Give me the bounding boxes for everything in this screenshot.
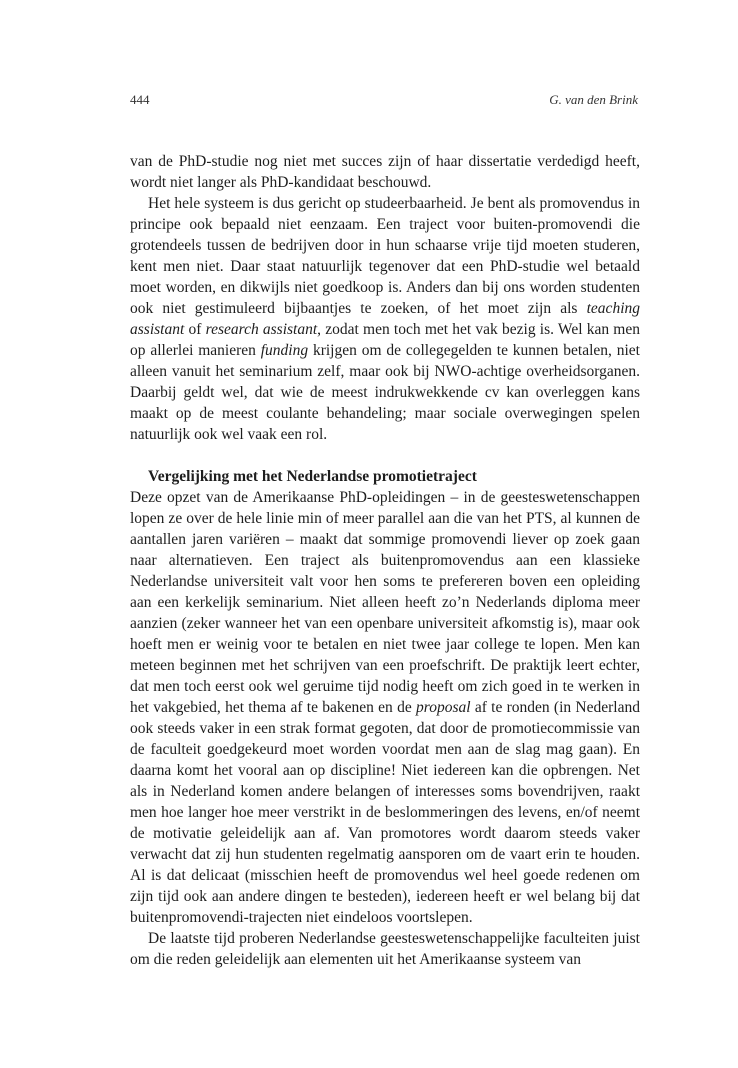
section-heading: Vergelijking met het Nederlandse promotietraject — [148, 468, 477, 485]
running-head-author: G. van den Brink — [549, 92, 638, 107]
paragraph-text: of — [184, 321, 206, 338]
emphasis-teaching-assistant: teaching assistant — [130, 300, 640, 338]
emphasis-research-assistant: research assistant — [205, 321, 318, 338]
paragraph-text: Het hele systeem is dus gericht op studeerbaarheid. Je bent als promovendus in principe ook bepaald niet eenzaam. Een traject voor buiten-promovendi die grotendeels tussen de bedrijven door in hun schaarse vrije tijd moeten studeren, kent men niet. Daar staat natuurlijk tegenover dat een PhD-studie wel betaald moet worden, en dikwijls niet goedkoop is. Anders dan bij ons worden studenten ook niet gestimuleerd bijbaantjes te zoeken, of het moet zijn als — [130, 195, 640, 317]
paragraph-text: af te ronden (in Nederland ook steeds vaker in een strak format gegoten, dat door de promotiecommissie van de faculteit goedgekeurd moet worden voordat men aan de slag mag gaan). En daarna komt het vooral aan op discipline! Niet iedereen kan die opbrengen. Net als in Nederland komen andere belangen of interesses soms bovendrijven, raakt men hoe langer hoe meer verstrikt in de beslommeringen des levens, en/of neemt de motivatie geleidelijk aan af. Van promotores wordt daarom steeds vaker verwacht dat zij hun studenten regelmatig aansporen om de vaart erin te houden. Al is dat delicaat (misschien heeft de promovendus wel heel goede redenen om zijn tijd ook aan andere dingen te besteden), iedereen heeft er wel belang bij dat buitenpromovendi-trajecten niet eindeloos voortslepen. — [130, 699, 640, 926]
paragraph-text: , zodat men toch met het vak bezig is. Wel kan men op allerlei manieren — [130, 321, 640, 359]
running-header — [130, 92, 638, 110]
page-number: 444 — [130, 92, 150, 107]
emphasis-proposal: proposal — [415, 699, 471, 716]
paragraph-faculteiten: De laatste tijd proberen Nederlandse geesteswetenschappelijke faculteiten juist om die reden geleidelijk aan elementen uit het Amerikaanse systeem van — [130, 930, 640, 968]
paragraph-studeerbaarheid — [130, 193, 640, 445]
paragraph-comparison — [130, 487, 640, 928]
emphasis-funding: funding — [260, 342, 309, 359]
paragraph-text: Deze opzet van de Amerikaanse PhD-opleidingen – in de geesteswetenschappen lopen ze over de hele linie min of meer parallel aan die van het PTS, al kunnen de aantallen jaren variëren – maakt dat sommige promovendi liever op zoek gaan naar alternatieven. Een traject als buitenpromovendus aan een klassieke Nederlandse universiteit valt voor hen soms te prefereren boven een opleiding aan een kerkelijk seminarium. Niet alleen heeft zo’n Nederlands diploma meer aanzien (zeker wanneer het van een openbare universiteit afkomstig is), maar ook hoeft men er weinig voor te betalen en niet twee jaar college te lopen. Men kan meteen beginnen met het schrijven van een proefschrift. De praktijk leert echter, dat men toch eerst ook wel geruime tijd nodig heeft om zich goed in te werken in het vakgebied, het thema af te bakenen en de — [130, 489, 640, 716]
paragraph-continued: van de PhD-studie nog niet met succes zijn of haar dissertatie verdedigd heeft, wordt niet langer als PhD-kandidaat beschouwd. — [130, 153, 640, 191]
paragraph-text: krijgen om de collegegelden te kunnen betalen, niet alleen vanuit het seminarium zelf, maar ook bij NWO-achtige overheidsorganen. Daarbij geldt wel, dat wie de meest indrukwekkende cv kan overleggen kans maakt op de meest coulante behandeling; maar sociale overwegingen spelen natuurlijk ook wel vaak een rol. — [130, 342, 640, 443]
body-text — [130, 151, 640, 970]
